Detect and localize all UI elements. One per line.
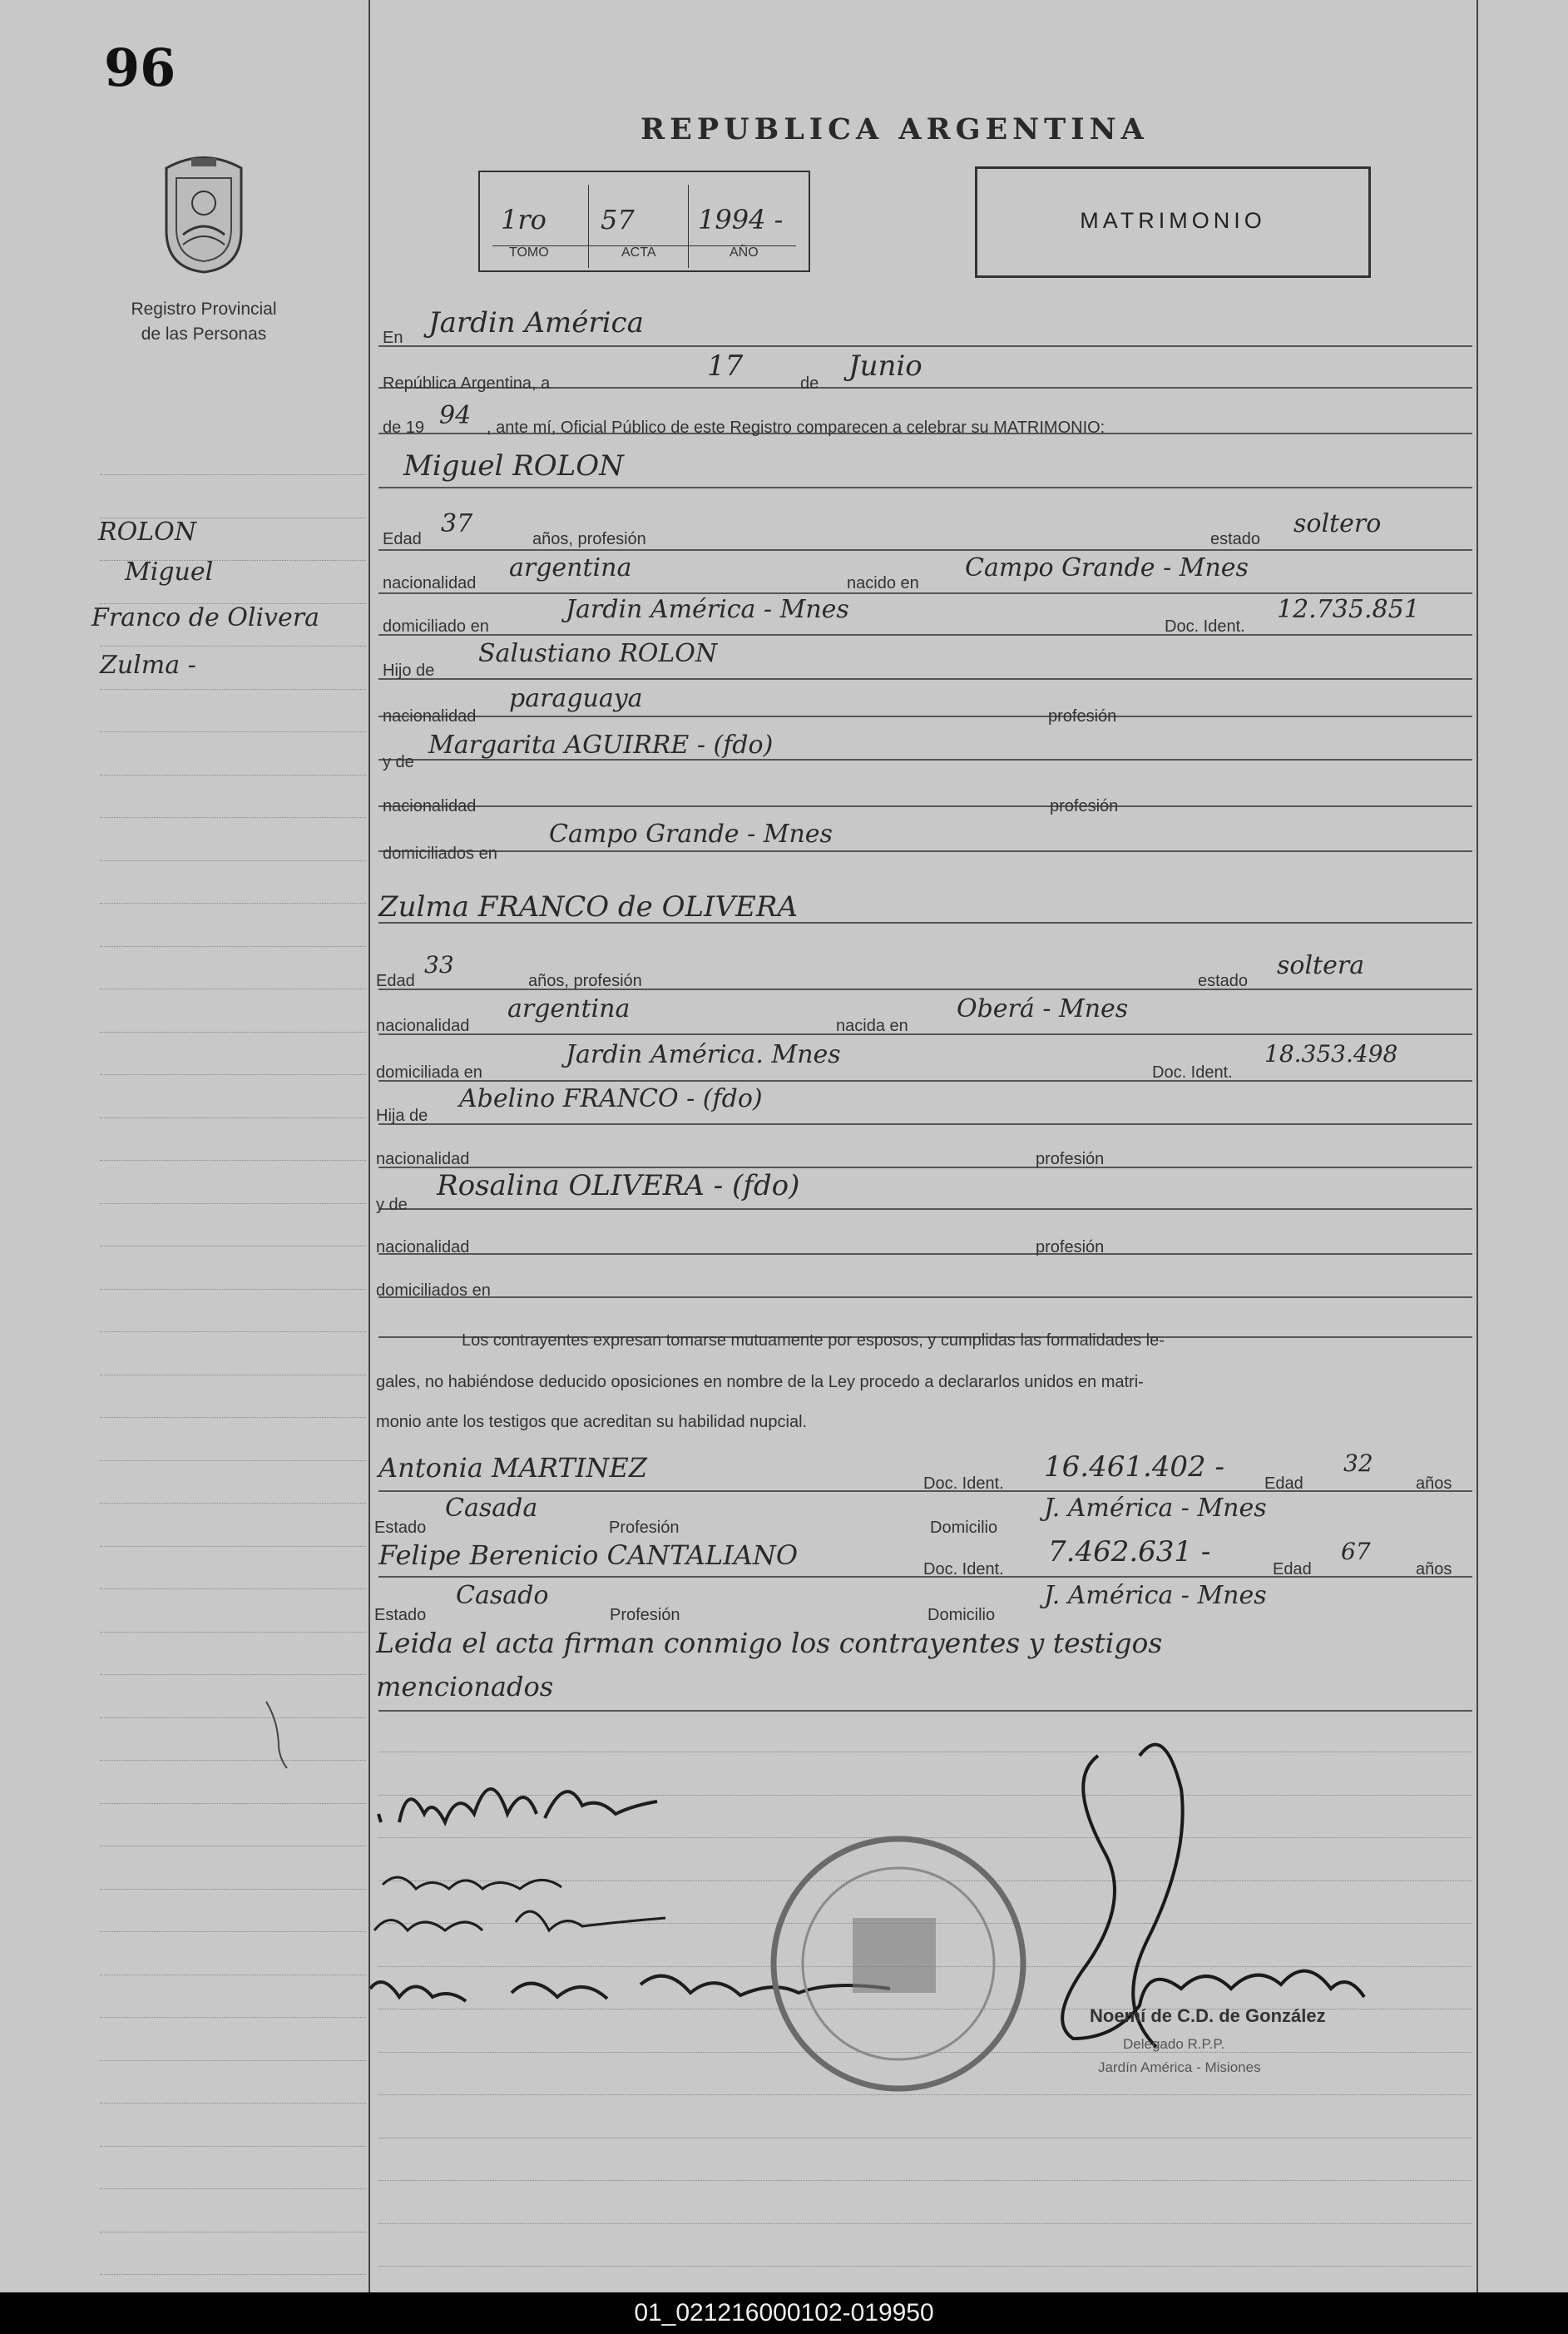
anio-label: AÑO — [730, 245, 759, 260]
witness1-doc: 16.461.402 - — [1044, 1450, 1224, 1484]
margin-rule — [100, 1931, 366, 1932]
label-bride-parents-domicilio: domiciliados en — [376, 1281, 491, 1300]
bride-doc: 18.353.498 — [1264, 1040, 1398, 1068]
label-en: En — [383, 329, 403, 347]
margin-rule — [100, 860, 366, 861]
groom-name: Miguel ROLON — [403, 449, 624, 483]
label-groom-anos-profesion: años, profesión — [532, 530, 646, 548]
label-w1-doc: Doc. Ident. — [923, 1474, 1004, 1493]
label-w1-edad: Edad — [1264, 1474, 1303, 1493]
bride-father: Abelino FRANCO - (fdo) — [459, 1084, 763, 1113]
groom-nacionalidad: argentina — [509, 553, 632, 582]
margin-rule — [100, 1331, 366, 1332]
folio-number: 96 — [104, 37, 176, 98]
stamp-line3: Jardín América - Misiones — [1098, 2059, 1261, 2075]
form-rule — [378, 805, 1472, 807]
form-rule — [378, 716, 1472, 717]
tomo-value: 1ro — [501, 204, 547, 235]
label-w1-anos: años — [1416, 1474, 1452, 1493]
margin-rule — [100, 2060, 366, 2061]
label-groom-doc: Doc. Ident. — [1165, 617, 1245, 636]
form-rule — [378, 1296, 1472, 1298]
margin-rule — [100, 1460, 366, 1461]
label-father-nacionalidad: nacionalidad — [383, 707, 477, 726]
stamp-line2: Delegado R.P.P. — [1123, 2036, 1225, 2052]
margin-note-bride-given: Zulma - — [100, 651, 196, 680]
label-hija-de: Hija de — [376, 1107, 428, 1125]
signature-area-rule — [378, 2223, 1472, 2224]
groom-father-nacionalidad: paraguaya — [509, 684, 643, 713]
year-value: 94 — [439, 401, 472, 430]
closing-line2: mencionados — [376, 1671, 554, 1702]
margin-rule — [100, 1546, 366, 1547]
margin-note-bride-surname: Franco de Olivera — [92, 603, 319, 632]
witness1-domicilio: J. América - Mnes — [1044, 1494, 1267, 1523]
margin-rule — [100, 646, 366, 647]
anio-value: 1994 - — [698, 204, 784, 235]
margin-rule — [100, 2146, 366, 2147]
bride-mother: Rosalina OLIVERA - (fdo) — [437, 1169, 800, 1202]
margin-rule — [100, 1417, 366, 1418]
label-bride-father-nacionalidad: nacionalidad — [376, 1150, 470, 1168]
label-groom-edad: Edad — [383, 530, 422, 548]
acta-value: 57 — [601, 204, 635, 235]
margin-rule — [100, 903, 366, 904]
margin-rule — [100, 1032, 366, 1033]
margin-pen-mark — [262, 1697, 295, 1772]
label-de19: de 19 — [383, 419, 425, 437]
form-rule — [378, 1080, 1472, 1082]
form-rule — [378, 1123, 1472, 1125]
label-bride-mother-profesion: profesión — [1036, 1238, 1105, 1256]
bride-estado: soltera — [1277, 951, 1365, 980]
form-rule — [378, 487, 1472, 488]
registry-name-line1: Registro Provincial — [131, 300, 277, 319]
header-title: REPUBLICA ARGENTINA — [641, 112, 1149, 146]
label-w2-anos: años — [1416, 1560, 1452, 1578]
form-rule — [378, 1033, 1472, 1035]
bride-nacida-en: Oberá - Mnes — [957, 994, 1129, 1023]
margin-rule — [100, 946, 366, 947]
label-hijo-de: Hijo de — [383, 662, 435, 680]
groom-age: 37 — [441, 509, 473, 538]
witness2-doc: 7.462.631 - — [1048, 1535, 1211, 1568]
label-mother-nacionalidad: nacionalidad — [383, 797, 477, 815]
registry-name-line2: de las Personas — [141, 325, 267, 344]
label-bride-edad: Edad — [376, 972, 415, 990]
label-w2-domicilio: Domicilio — [927, 1606, 996, 1624]
witness1-name: Antonia MARTINEZ — [378, 1452, 647, 1484]
form-rule — [378, 549, 1472, 551]
margin-rule — [100, 731, 366, 732]
margin-rule — [100, 689, 366, 690]
label-comparecen: , ante mí, Oficial Público de este Registro comparecen a celebrar su MATRIMONIO: — [487, 419, 1106, 437]
witness2-age: 67 — [1341, 1538, 1371, 1565]
margin-rule — [100, 2188, 366, 2189]
label-w2-edad: Edad — [1273, 1560, 1312, 1578]
groom-mother: Margarita AGUIRRE - (fdo) — [428, 731, 774, 760]
label-bride-father-profesion: profesión — [1036, 1150, 1105, 1168]
form-rule — [378, 850, 1472, 852]
label-bride-y-de: y de — [376, 1196, 408, 1214]
signature-area — [366, 1689, 1481, 2122]
groom-father: Salustiano ROLON — [478, 639, 718, 668]
groom-doc: 12.735.851 — [1277, 595, 1420, 624]
label-groom-parents-domicilio: domiciliados en — [383, 845, 497, 863]
bride-name: Zulma FRANCO de OLIVERA — [378, 890, 799, 924]
form-rule — [378, 592, 1472, 594]
margin-rule — [100, 1160, 366, 1161]
witness2-estado: Casado — [456, 1581, 549, 1610]
declaration-line2: gales, no habiéndose deducido oposiciones en nombre de la Ley procedo a declararlos unidos en matri- — [376, 1373, 1144, 1391]
label-groom-domiciliado: domiciliado en — [383, 617, 489, 636]
margin-rule — [100, 1717, 366, 1718]
acta-label: ACTA — [621, 245, 656, 260]
margin-rule — [100, 817, 366, 818]
witness2-domicilio: J. América - Mnes — [1044, 1581, 1267, 1610]
margin-note-surname: ROLON — [98, 518, 196, 547]
label-bride-estado: estado — [1198, 972, 1249, 990]
label-w1-estado: Estado — [374, 1519, 427, 1537]
label-father-profesion: profesión — [1048, 707, 1117, 726]
bride-domicilio: Jardin América. Mnes — [566, 1040, 841, 1069]
margin-rule — [100, 1503, 366, 1504]
margin-rule — [100, 1203, 366, 1204]
margin-note-given: Miguel — [125, 557, 214, 587]
margin-rule — [100, 775, 366, 776]
margin-rule — [100, 1674, 366, 1675]
form-rule — [378, 1167, 1472, 1168]
groom-nacido-en: Campo Grande - Mnes — [965, 553, 1249, 582]
record-type-box — [975, 166, 1371, 278]
label-groom-y-de: y de — [383, 753, 414, 771]
label-bride-nacionalidad: nacionalidad — [376, 1017, 470, 1035]
label-groom-estado: estado — [1210, 530, 1261, 548]
witness1-age: 32 — [1343, 1449, 1373, 1477]
label-w2-profesion: Profesión — [610, 1606, 680, 1624]
margin-rule — [100, 2017, 366, 2018]
image-id-footer: 01_021216000102-019950 — [0, 2292, 1568, 2334]
place-value: Jardin América — [428, 306, 644, 339]
witness1-estado: Casada — [445, 1494, 538, 1523]
margin-rule — [100, 1889, 366, 1890]
label-bride-anos-profesion: años, profesión — [528, 972, 642, 990]
label-republica: República Argentina, a — [383, 374, 551, 393]
label-w2-doc: Doc. Ident. — [923, 1560, 1004, 1578]
groom-domicilio: Jardin América - Mnes — [566, 595, 849, 624]
tomo-label: TOMO — [509, 245, 549, 260]
margin-rule — [100, 1588, 366, 1589]
label-mother-profesion: profesión — [1050, 797, 1119, 815]
margin-rule — [100, 1803, 366, 1804]
form-rule — [378, 634, 1472, 636]
margin-rule — [100, 2274, 366, 2275]
margin-rule — [100, 1289, 366, 1290]
label-w1-profesion: Profesión — [609, 1519, 680, 1537]
label-bride-mother-nacionalidad: nacionalidad — [376, 1238, 470, 1256]
signature-area-rule — [378, 2266, 1472, 2267]
label-bride-doc: Doc. Ident. — [1152, 1063, 1233, 1082]
margin-rule — [100, 1632, 366, 1633]
declaration-line1: Los contrayentes expresan tomarse mutuamente por esposos, y cumplidas las formalidades le- — [462, 1331, 1165, 1350]
form-rule — [378, 1253, 1472, 1255]
declaration-line3: monio ante los testigos que acreditan su habilidad nupcial. — [376, 1413, 808, 1431]
label-de-month: de — [800, 374, 819, 393]
groom-estado: soltero — [1293, 509, 1382, 538]
form-rule — [378, 678, 1472, 680]
form-rule — [378, 345, 1472, 347]
month-value: Junio — [848, 349, 922, 383]
margin-rule — [100, 1074, 366, 1075]
record-number-box — [478, 171, 810, 272]
margin-rule — [100, 474, 366, 475]
label-w2-estado: Estado — [374, 1606, 427, 1624]
stamp-line1: Noemí de C.D. de González — [1090, 2005, 1326, 2026]
signature-area-rule — [378, 2180, 1472, 2181]
bride-age: 33 — [424, 951, 454, 979]
form-rule — [378, 1208, 1472, 1210]
witness2-name: Felipe Berenicio CANTALIANO — [378, 1539, 799, 1571]
label-groom-nacionalidad: nacionalidad — [383, 574, 477, 592]
closing-line1: Leida el acta firman conmigo los contrayentes y testigos — [376, 1627, 1163, 1659]
label-bride-domiciliada: domiciliada en — [376, 1063, 482, 1082]
margin-rule — [100, 1117, 366, 1118]
margin-rule — [100, 2103, 366, 2104]
label-nacida-en: nacida en — [836, 1017, 908, 1035]
bride-nacionalidad: argentina — [507, 994, 631, 1023]
margin-rule — [100, 1760, 366, 1761]
coat-of-arms-icon — [158, 151, 250, 275]
day-value: 17 — [707, 349, 744, 383]
label-w1-domicilio: Domicilio — [930, 1519, 998, 1537]
groom-parents-domicilio: Campo Grande - Mnes — [549, 820, 833, 849]
record-type: MATRIMONIO — [1080, 208, 1266, 233]
label-nacido-en: nacido en — [847, 574, 919, 592]
